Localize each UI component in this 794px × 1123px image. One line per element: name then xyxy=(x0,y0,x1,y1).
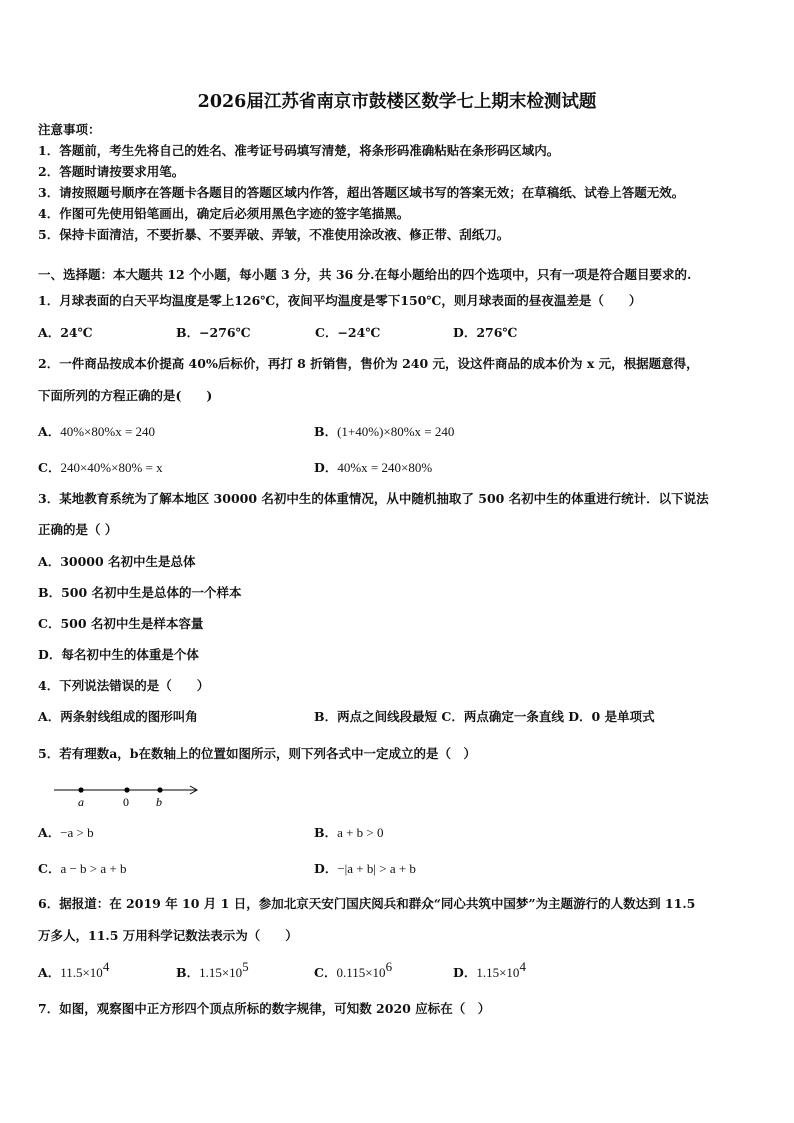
q2-option-a xyxy=(38,421,155,440)
option-expression: 0.115×10 xyxy=(336,965,386,980)
option-expression: 1.15×10 xyxy=(199,965,243,980)
option-label: D． xyxy=(314,861,338,876)
option-label: C． xyxy=(38,861,61,876)
option-expression: 11.5×10 xyxy=(60,965,103,980)
q5-option-a xyxy=(38,822,94,841)
option-expression: −|a + b| > a + b xyxy=(337,861,416,876)
option-expression: 1.15×10 xyxy=(476,965,520,980)
option-expression: a + b > 0 xyxy=(337,825,384,840)
question-3-stem-cont: 正确的是（ ） xyxy=(38,522,118,537)
option-label: B． xyxy=(314,825,338,840)
option-label: D． xyxy=(453,965,477,980)
question-6-stem-cont: 万多人，11.5 万用科学记数法表示为（ ） xyxy=(38,928,298,943)
notice-item: 5．保持卡面清洁，不要折暴、不要弄破、弄皱，不准使用涂改液、修正带、刮纸刀。 xyxy=(38,227,510,242)
notice-heading: 注意事项： xyxy=(38,122,101,137)
q4-options-bcd: B．两点之间线段最短 C．两点确定一条直线 D．0 是单项式 xyxy=(314,709,655,724)
point-0 xyxy=(124,787,129,792)
q3-option-b: B．500 名初中生是总体的一个样本 xyxy=(38,585,242,600)
q6-option-a xyxy=(38,959,110,981)
q6-option-c xyxy=(314,959,393,981)
number-line-figure xyxy=(50,780,210,810)
question-2-stem-cont: 下面所列的方程正确的是( ) xyxy=(38,388,213,403)
notice-item: 2．答题时请按要求用笔。 xyxy=(38,164,185,179)
q3-option-d: D．每名初中生的体重是个体 xyxy=(38,647,199,662)
point-b xyxy=(157,787,162,792)
q1-option-c: C．−24℃ xyxy=(315,325,381,340)
q1-option-a: A．24℃ xyxy=(38,325,93,340)
q5-option-b xyxy=(314,822,384,841)
page-title: 2026届江苏省南京市鼓楼区数学七上期末检测试题 xyxy=(197,92,597,112)
number-line-label-b: b xyxy=(156,795,162,809)
q6-option-b xyxy=(176,959,249,981)
number-line-label-0: 0 xyxy=(123,795,129,809)
option-label: D． xyxy=(314,460,338,475)
option-exponent: 4 xyxy=(519,959,526,974)
point-a xyxy=(78,787,83,792)
option-expression: 40%x = 240×80% xyxy=(337,460,433,475)
option-exponent: 5 xyxy=(242,959,249,974)
option-label: A． xyxy=(38,965,61,980)
q3-option-c: C．500 名初中生是样本容量 xyxy=(38,616,204,631)
question-1-stem: 1．月球表面的白天平均温度是零上126℃，夜间平均温度是零下150℃，则月球表面的昼夜温差是（ ） xyxy=(38,293,642,308)
option-label: B． xyxy=(314,424,338,439)
question-4-stem: 4．下列说法错误的是（ ） xyxy=(38,678,210,693)
q4-option-a: A．两条射线组成的图形叫角 xyxy=(38,709,198,724)
q2-option-c xyxy=(38,457,163,476)
q3-option-a: A．30000 名初中生是总体 xyxy=(38,554,196,569)
q1-option-b: B．−276℃ xyxy=(176,325,251,340)
option-label: A． xyxy=(38,424,61,439)
notice-item: 3．请按照题号顺序在答题卡各题目的答题区域内作答，超出答题区域书写的答案无效；在草稿纸、试卷上答题无效。 xyxy=(38,185,685,200)
option-expression: 240×40%×80% = x xyxy=(60,460,163,475)
question-2-stem: 2．一件商品按成本价提高 40%后标价，再打 8 折销售，售价为 240 元，设这件商品的成本价为 x 元，根据题意得， xyxy=(38,356,699,371)
question-5-stem: 5．若有理数a，b在数轴上的位置如图所示，则下列各式中一定成立的是（ ） xyxy=(38,746,477,761)
option-label: C． xyxy=(38,460,61,475)
q5-option-c xyxy=(38,858,127,877)
q1-option-d: D．276℃ xyxy=(453,325,518,340)
q2-option-d xyxy=(314,457,432,476)
option-expression: (1+40%)×80%x = 240 xyxy=(337,424,455,439)
option-label: A． xyxy=(38,825,61,840)
section-heading: 一、选择题：本大题共 12 个小题，每小题 3 分，共 36 分.在每小题给出的四个选项中，只有一项是符合题目要求的. xyxy=(38,267,692,282)
q5-option-d xyxy=(314,858,416,877)
option-expression: 40%×80%x = 240 xyxy=(60,424,156,439)
q6-option-d xyxy=(453,959,526,981)
option-expression: −a > b xyxy=(60,825,94,840)
number-line-label-a: a xyxy=(78,795,84,809)
option-label: C． xyxy=(314,965,337,980)
option-expression: a − b > a + b xyxy=(60,861,127,876)
question-3-stem: 3．某地教育系统为了解本地区 30000 名初中生的体重情况，从中随机抽取了 500 名初中生的体重进行统计．以下说法 xyxy=(38,491,709,506)
option-exponent: 6 xyxy=(385,959,393,974)
question-7-stem: 7．如图，观察图中正方形四个顶点所标的数字规律，可知数 2020 应标在（ ） xyxy=(38,1001,491,1016)
notice-item: 1．答题前，考生先将自己的姓名、准考证号码填写清楚，将条形码准确粘贴在条形码区域内。 xyxy=(38,143,560,158)
question-6-stem: 6．据报道：在 2019 年 10 月 1 日，参加北京天安门国庆阅兵和群众“同心共筑中国梦”为主题游行的人数达到 11.5 xyxy=(38,896,696,911)
option-exponent: 4 xyxy=(102,959,110,974)
option-label: B． xyxy=(176,965,200,980)
notice-item: 4．作图可先使用铅笔画出，确定后必须用黑色字迹的签字笔描黑。 xyxy=(38,206,410,221)
q2-option-b xyxy=(314,421,454,440)
